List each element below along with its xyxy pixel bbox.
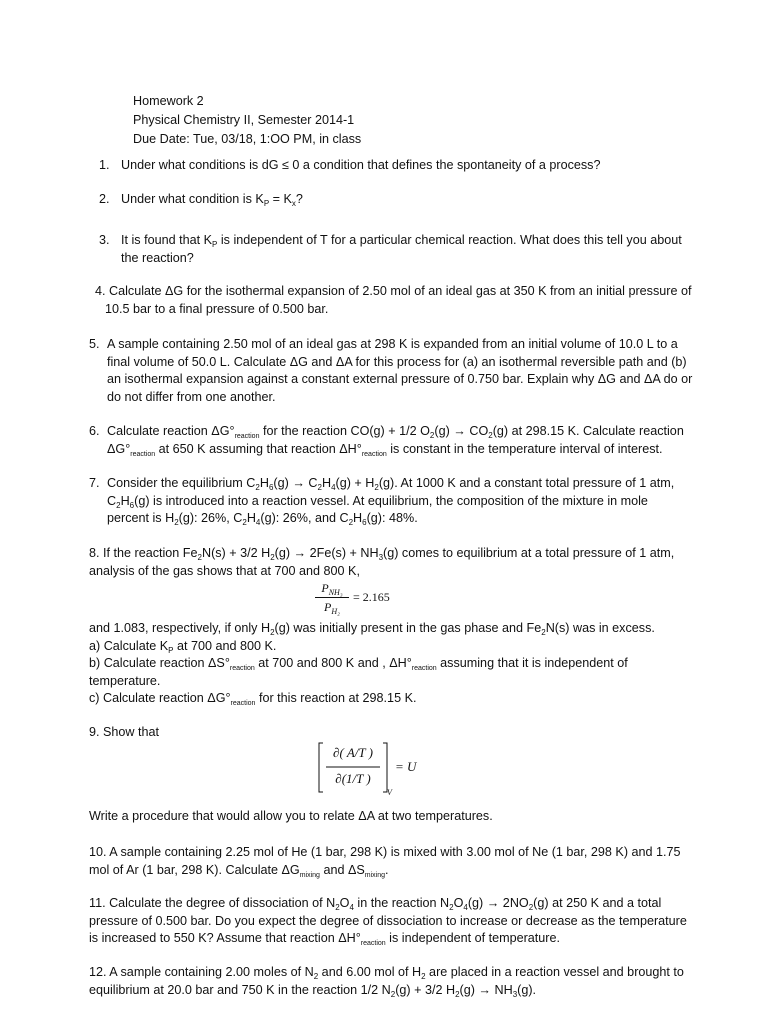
- question-8: [89, 545, 729, 580]
- question-text-line: temperature.: [89, 673, 161, 688]
- question-text: Consider the equilibrium $C_2H_6(g) \to C_2H_4(g) + H_2(g)$. At 1000 K and a constant total pressure of 1 atm, $C_2H_6(g)$ is introduced into a reaction vessel. At equilibrium, the composition of the mixture in mole percent is $H_2(g)$: 26%, $C_2H_4(g)$: 26%, and $C_2H_6(g)$: 48%.: [107, 476, 675, 527]
- question-12: [89, 964, 729, 999]
- question-text: A sample containing 2.50 mol of an ideal gas at 298 K is expanded from an initial volume of 10.0 L to a final volume of 50.0 L. Calculate ΔG and ΔA for this process for (a) an isothermal reversible path and (b) an isothermal expansion against a constant external pressure of 0.750 bar. Explain why ΔG and ΔA do or do not differ from one another.: [107, 337, 693, 404]
- question-text: It is found that $K_P$ is independent of T for a particular chemical reaction. What does this tell you about the reaction?: [121, 233, 682, 265]
- question-number: 3.: [99, 233, 110, 247]
- due-date: Due Date: Tue, 03/18, 1:OO PM, in class: [133, 132, 362, 146]
- question-9-continued: [89, 808, 729, 826]
- question-text-line: mol of Ar (1 bar, 298 K). Calculate $\Delta G_{mixing}$ and $\Delta S_{mixing}$.: [89, 862, 389, 879]
- question-number: 1.: [99, 158, 110, 172]
- equation-denominator: ∂(1/T ): [335, 771, 371, 786]
- question-text-line: Write a procedure that would allow you to relate ΔA at two temperatures.: [89, 809, 493, 823]
- homework-title: Homework 2: [133, 94, 204, 108]
- question-11: [89, 895, 729, 948]
- partial-derivative-equation: [317, 740, 427, 796]
- equation-subscript: V: [387, 788, 392, 797]
- question-text: Calculate reaction $\Delta G^\circ_{reaction}$ for the reaction CO(g) + 1/2 $O_2(g) \to CO_2(g)$ at 298.15 K. Calculate reaction $\Delta G^\circ_{reaction}$ at 650 K assuming that reaction $\Delta H^\circ_{reaction}$ is constant in the temperature interval of interest.: [107, 424, 684, 458]
- question-part-a: a) Calculate $K_P$ at 700 and 800 K.: [89, 638, 277, 655]
- question-text-line: 12. A sample containing 2.00 moles of $N_2$ and 6.00 mol of $H_2$ are placed in a reaction vessel and brought to: [89, 965, 684, 981]
- question-text-line: 10.5 bar to a final pressure of 0.500 bar.: [105, 301, 329, 316]
- question-text: Under what conditions is dG ≤ 0 a condition that defines the spontaneity of a process?: [121, 158, 601, 172]
- document-header: [133, 92, 693, 149]
- question-number: 7.: [89, 476, 100, 490]
- question-text-line: is increased to 550 K? Assume that reaction $\Delta H^\circ_{reaction}$ is independent of temperature.: [89, 931, 560, 947]
- course-name: Physical Chemistry II, Semester 2014-1: [133, 113, 355, 127]
- question-text-line: 11. Calculate the degree of dissociation of $N_2O_4$ in the reaction $N_2O_4(g) \to 2NO_2(g)$ at 250 K and a total: [89, 896, 662, 912]
- question-number: 2.: [99, 192, 110, 206]
- equation-rhs: = U: [395, 759, 417, 774]
- question-text-line: equilibrium at 20.0 bar and 750 K in the reaction 1/2 $N_2(g) + 3/2$ $H_2(g) \to NH_3(g)$.: [89, 982, 537, 999]
- pressure-ratio-equation: $P_{NH_3}$ $P_{H_2}$ = 2.165: [315, 580, 395, 616]
- question-9: [89, 724, 729, 742]
- question-text-line: 10. A sample containing 2.25 mol of He (1 bar, 298 K) is mixed with 3.00 mol of Ne (1 bar, 298 K) and 1.75: [89, 845, 681, 859]
- question-text-line: and 1.083, respectively, if only $H_2(g)$ was initially present in the gas phase and $Fe_2N(s)$ was in excess.: [89, 621, 655, 637]
- question-4: [95, 283, 725, 318]
- question-text-line: analysis of the gas shows that at 700 and 800 K,: [89, 563, 360, 578]
- equation-numerator: ∂( A/T ): [333, 745, 373, 760]
- question-10: [89, 844, 729, 879]
- question-text-line: 8. If the reaction $Fe_2N(s) + 3/2$ $H_2(g) \to 2Fe(s) + NH_3(g)$ comes to equilibrium at a total pressure of 1 atm,: [89, 546, 675, 562]
- question-number: 5.: [89, 337, 100, 351]
- question-text-line: 4. Calculate ΔG for the isothermal expansion of 2.50 mol of an ideal gas at 350 K from an initial pressure of: [95, 284, 692, 298]
- question-number: 6.: [89, 424, 100, 438]
- question-text-line: 9. Show that: [89, 725, 160, 739]
- question-part-b: b) Calculate reaction $\Delta S^\circ_{reaction}$ at 700 and 800 K and , $\Delta H^\circ_{reaction}$ assuming that it is independent of: [89, 656, 628, 672]
- question-part-c: c) Calculate reaction $\Delta G^\circ_{reaction}$ for this reaction at 298.15 K.: [89, 691, 417, 707]
- question-8-continued: [89, 620, 729, 708]
- question-text: Under what condition is $K_P = K_x$?: [121, 192, 303, 208]
- question-text-line: pressure of 0.500 bar. Do you expect the degree of dissociation to increase or decrease as the temperature: [89, 913, 687, 928]
